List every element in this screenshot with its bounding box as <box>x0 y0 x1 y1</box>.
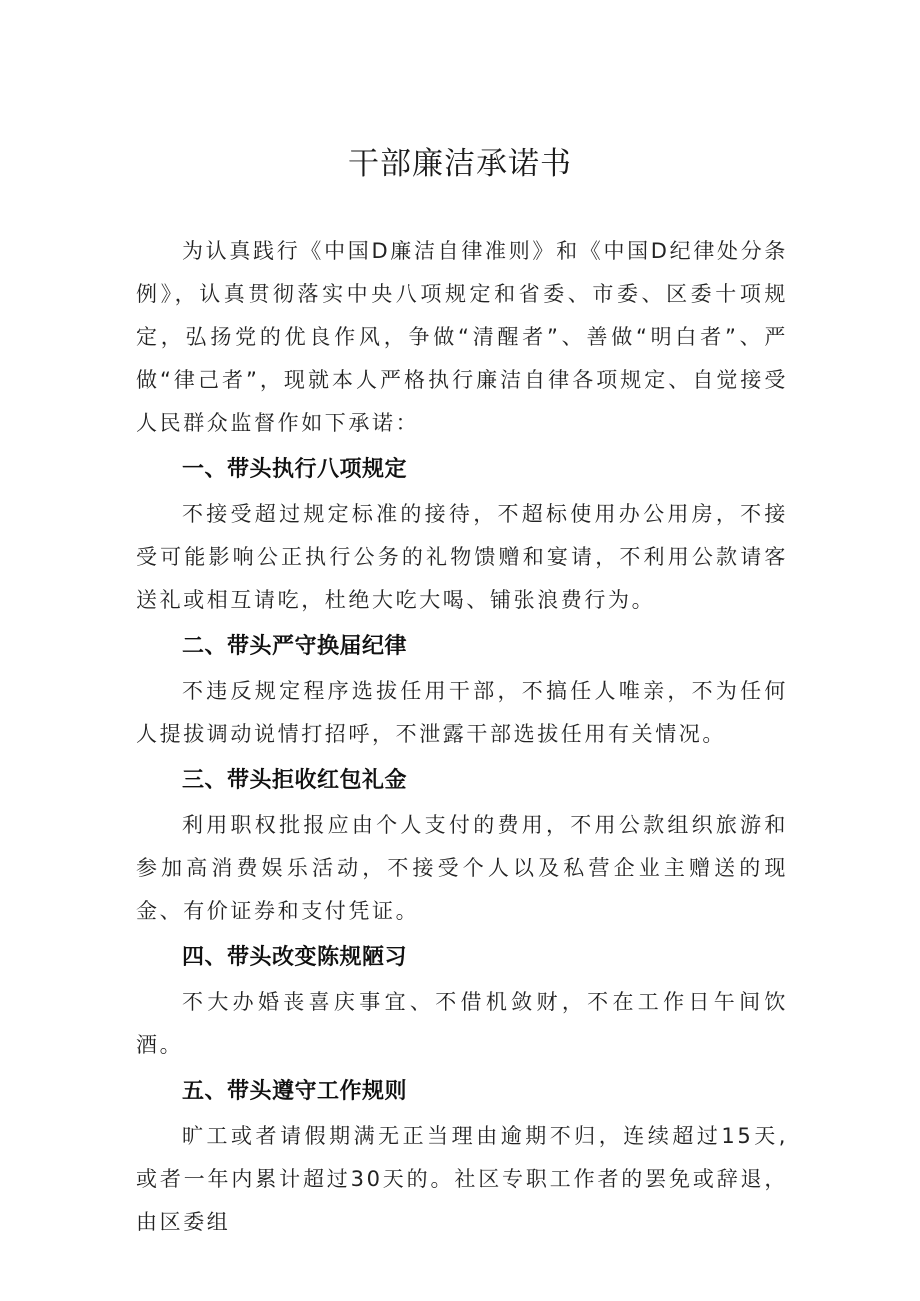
section-heading-2: 二、带头严守换届纪律 <box>182 634 408 659</box>
section-body-4: 不大办婚丧喜庆事宜、不借机敛财，不在工作日午间饮酒。 <box>136 990 788 1057</box>
document-body <box>136 230 788 1244</box>
intro-paragraph: 为认真践行《中国D廉洁自律准则》和《中国D纪律处分条例》，认真贯彻落实中央八项规定和省委、市委、区委十项规定，弘扬党的优良作风，争做“清醒者”、善做“明白者”、严做“律己者”，现就本人严格执行廉洁自律各项规定、自觉接受人民群众监督作如下承诺： <box>136 239 788 435</box>
section-heading-4: 四、带头改变陈规陋习 <box>182 945 408 970</box>
section-body-5: 旷工或者请假期满无正当理由逾期不归，连续超过15天,或者一年内累计超过30天的。社区专职工作者的罢免或辞退，由区委组 <box>136 1124 788 1234</box>
section-body-1: 不接受超过规定标准的接待，不超标使用办公用房，不接受可能影响公正执行公务的礼物馈赠和宴请，不利用公款请客送礼或相互请吃，杜绝大吃大喝、铺张浪费行为。 <box>136 502 788 612</box>
section-heading-1: 一、带头执行八项规定 <box>182 457 408 482</box>
section-heading-3: 三、带头拒收红包礼金 <box>182 768 408 793</box>
section-body-2: 不违反规定程序选拔任用干部，不搞任人唯亲，不为任何人提拔调动说情打招呼，不泄露干部选拔任用有关情况。 <box>136 679 788 746</box>
document-title: 干部廉洁承诺书 <box>348 146 572 182</box>
section-body-3: 利用职权批报应由个人支付的费用，不用公款组织旅游和参加高消费娱乐活动，不接受个人以及私营企业主赠送的现金、有价证券和支付凭证。 <box>136 813 788 923</box>
section-heading-5: 五、带头遵守工作规则 <box>182 1079 408 1104</box>
